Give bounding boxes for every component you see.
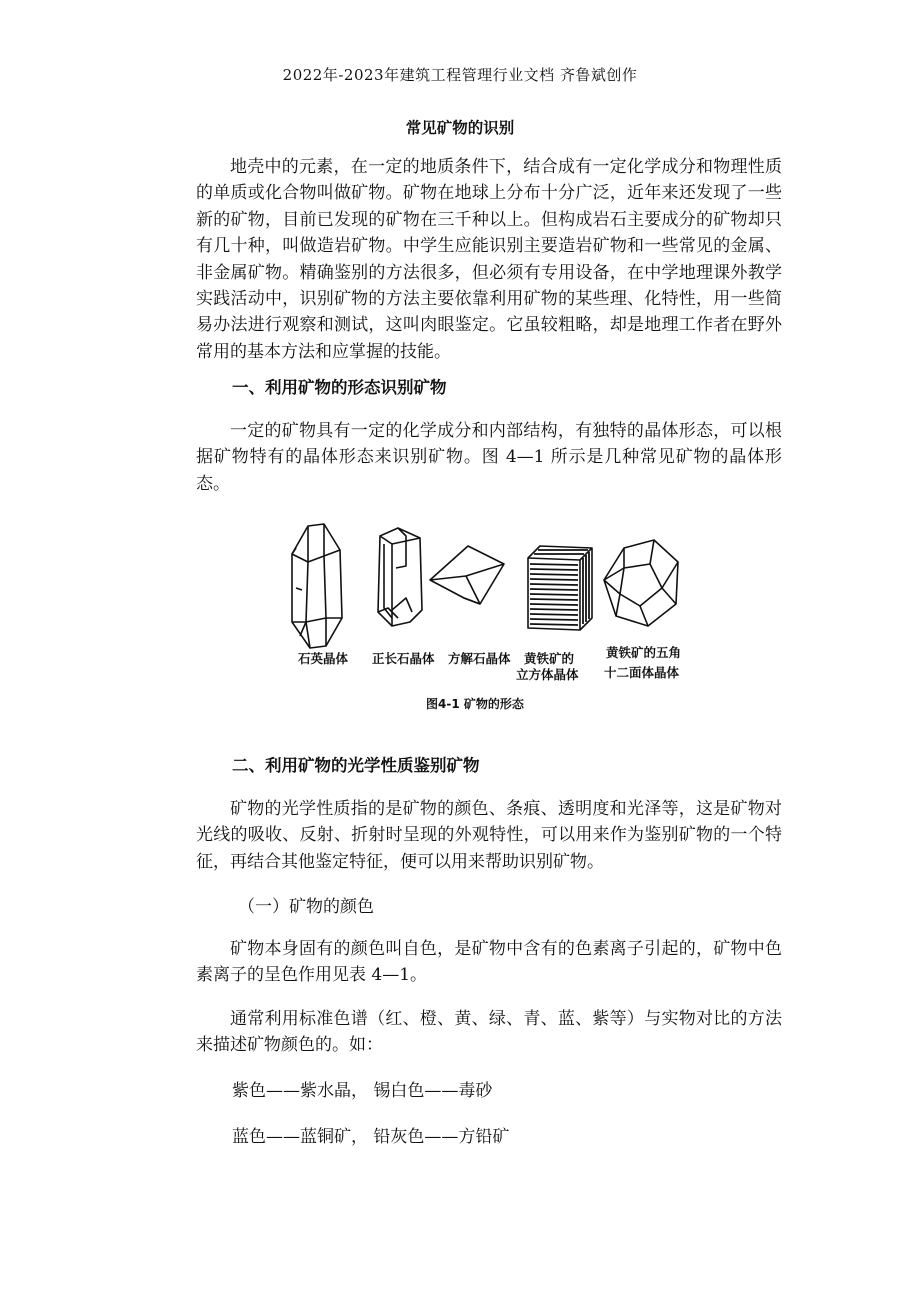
example-line-2: 蓝色——蓝铜矿， 铅灰色——方铅矿	[232, 1127, 510, 1147]
page-header: 2022年-2023年建筑工程管理行业文档 齐鲁斌创作	[282, 66, 638, 84]
section1-heading: 一、利用矿物的形态识别矿物	[232, 378, 447, 397]
calcite-crystal-drawing	[430, 546, 504, 604]
quartz-crystal-drawing	[292, 524, 342, 648]
subsection-color-heading: （一）矿物的颜色	[238, 897, 374, 917]
label-orthoclase: 正长石晶体	[372, 651, 435, 666]
pyrite-dodecahedron-drawing	[604, 540, 678, 626]
section1-paragraph: 一定的矿物具有一定的化学成分和内部结构，有独特的晶体形态，可以根据矿物特有的晶体形态来识别矿物。图 4—1 所示是几种常见矿物的晶体形态。	[196, 421, 782, 494]
crystal-drawings	[280, 518, 700, 718]
label-quartz: 石英晶体	[298, 651, 349, 666]
intro-paragraph: 地壳中的元素，在一定的地质条件下，结合成有一定化学成分和物理性质的单质或化合物叫做矿物。矿物在地球上分布十分广泛，近年来还发现了一些新的矿物，目前已发现的矿物在三千种以上。但构成岩石主要成分的矿物却只有几十种，叫做造岩矿物。中学生应能识别主要造岩矿物和一些常见的金属、非金属矿物。精确鉴别的方法很多，但必须有专用设备，在中学地理课外教学实践活动中，识别矿物的方法主要依靠利用矿物的某些理、化特性，用一些简易办法进行观察和测试，这叫肉眼鉴定。它虽较粗略，却是地理工作者在野外常用的基本方法和应掌握的技能。	[196, 157, 782, 362]
section2-paragraph: 矿物的光学性质指的是矿物的颜色、条痕、透明度和光泽等，这是矿物对光线的吸收、反射、折射时呈现的外观特性，可以用来作为鉴别矿物的一个特征，再结合其他鉴定特征，便可以用来帮助识别矿物。	[196, 799, 782, 872]
section2-heading: 二、利用矿物的光学性质鉴别矿物	[232, 756, 480, 775]
example-line-1: 紫色——紫水晶， 锡白色——毒砂	[232, 1081, 493, 1101]
document-title: 常见矿物的识别	[405, 119, 515, 137]
orthoclase-crystal-drawing	[378, 528, 422, 626]
color-paragraph-1: 矿物本身固有的颜色叫自色，是矿物中含有的色素离子引起的，矿物中色素离子的呈色作用见表 4—1。	[196, 939, 782, 986]
label-pyrite-dodeca-line1: 黄铁矿的五角	[606, 645, 682, 660]
label-pyrite-dodeca-line2: 十二面体晶体	[604, 665, 680, 680]
label-pyrite-cube-line2: 立方体晶体	[516, 667, 579, 682]
label-pyrite-cube-line1: 黄铁矿的	[524, 651, 575, 666]
label-calcite: 方解石晶体	[448, 651, 511, 666]
crystal-figure	[280, 518, 700, 718]
figure-caption: 图4-1 矿物的形态	[426, 697, 524, 711]
color-paragraph-2: 通常利用标准色谱（红、橙、黄、绿、青、蓝、紫等）与实物对比的方法来描述矿物颜色的。如：	[196, 1009, 782, 1056]
pyrite-cube-drawing	[528, 546, 592, 630]
